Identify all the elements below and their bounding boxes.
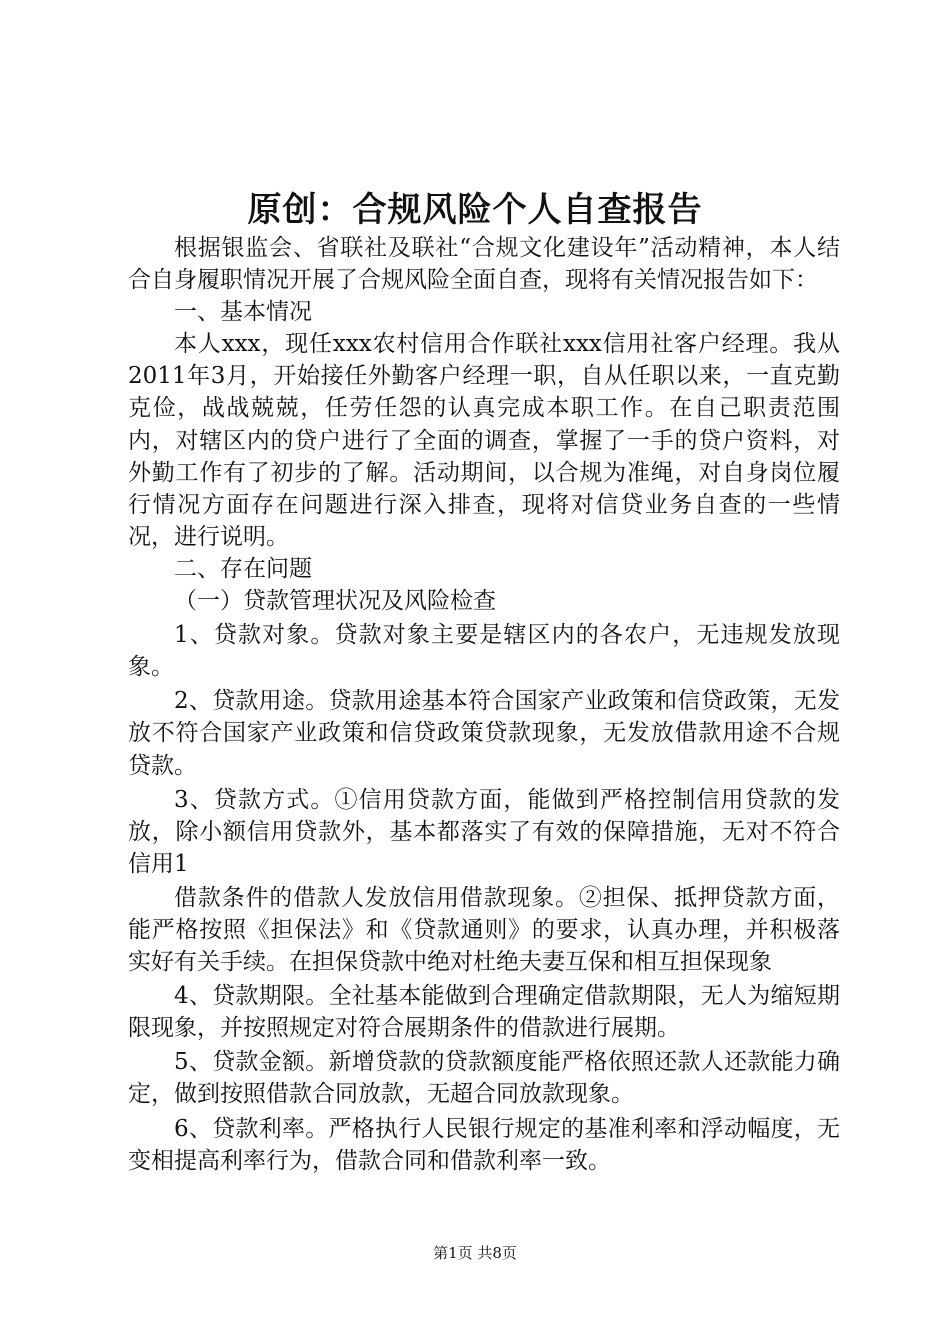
paragraph-intro: 根据银监会、省联社及联社“合规文化建设年”活动精神，本人结合自身履职情况开展了合规风险全面自查，现将有关情况报告如下：	[128, 235, 840, 294]
subheading-loan-management: （一）贷款管理状况及风险检查	[174, 588, 496, 615]
document-body	[128, 232, 840, 1177]
paragraph-basic-situation: 本人xxx，现任xxx农村信用合作联社xxx信用社客户经理。我从2011年3月，开始接任外勤客户经理一职，自从任职以来，一直克勤克俭，战战兢兢，任劳任怨的认真完成本职工作。在自己职责范围内，对辖区内的贷户进行了全面的调查，掌握了一手的贷户资料，对外勤工作有了初步的了解。活动期间，以合规为准绳，对自身岗位履行情况方面存在问题进行深入排查，现将对信贷业务自查的一些情况，进行说明。	[128, 331, 840, 550]
page-number-footer: 第1页 共8页	[433, 1244, 517, 1262]
paragraph-loan-method: 3、贷款方式。①信用贷款方面，能做到严格控制信用贷款的发放，除小额信用贷款外，基本都落实了有效的保障措施，无对不符合信用1	[128, 786, 840, 877]
paragraph-loan-object: 1、贷款对象。贷款对象主要是辖区内的各农户，无违规发放现象。	[128, 622, 840, 681]
paragraph-loan-term: 4、贷款期限。全社基本能做到合理确定借款期限，无人为缩短期限现象，并按照规定对符合展期条件的借款进行展期。	[128, 983, 840, 1042]
paragraph-loan-rate: 6、贷款利率。严格执行人民银行规定的基准利率和浮动幅度，无变相提高利率行为，借款合同和借款利率一致。	[128, 1115, 840, 1174]
heading-existing-problems: 二、存在问题	[174, 555, 312, 582]
document-title: 原创：合规风险个人自查报告	[247, 190, 703, 230]
paragraph-loan-amount: 5、贷款金额。新增贷款的贷款额度能严格依照还款人还款能力确定，做到按照借款合同放款，无超合同放款现象。	[128, 1049, 840, 1108]
paragraph-loan-usage: 2、贷款用途。贷款用途基本符合国家产业政策和信贷政策，无发放不符合国家产业政策和信贷政策贷款现象，无发放借款用途不合规贷款。	[128, 688, 840, 779]
paragraph-loan-method-continued: 借款条件的借款人发放信用借款现象。②担保、抵押贷款方面，能严格按照《担保法》和《贷款通则》的要求，认真办理，并积极落实好有关手续。在担保贷款中绝对杜绝夫妻互保和相互担保现象	[128, 884, 840, 976]
heading-basic-situation: 一、基本情况	[174, 299, 312, 326]
